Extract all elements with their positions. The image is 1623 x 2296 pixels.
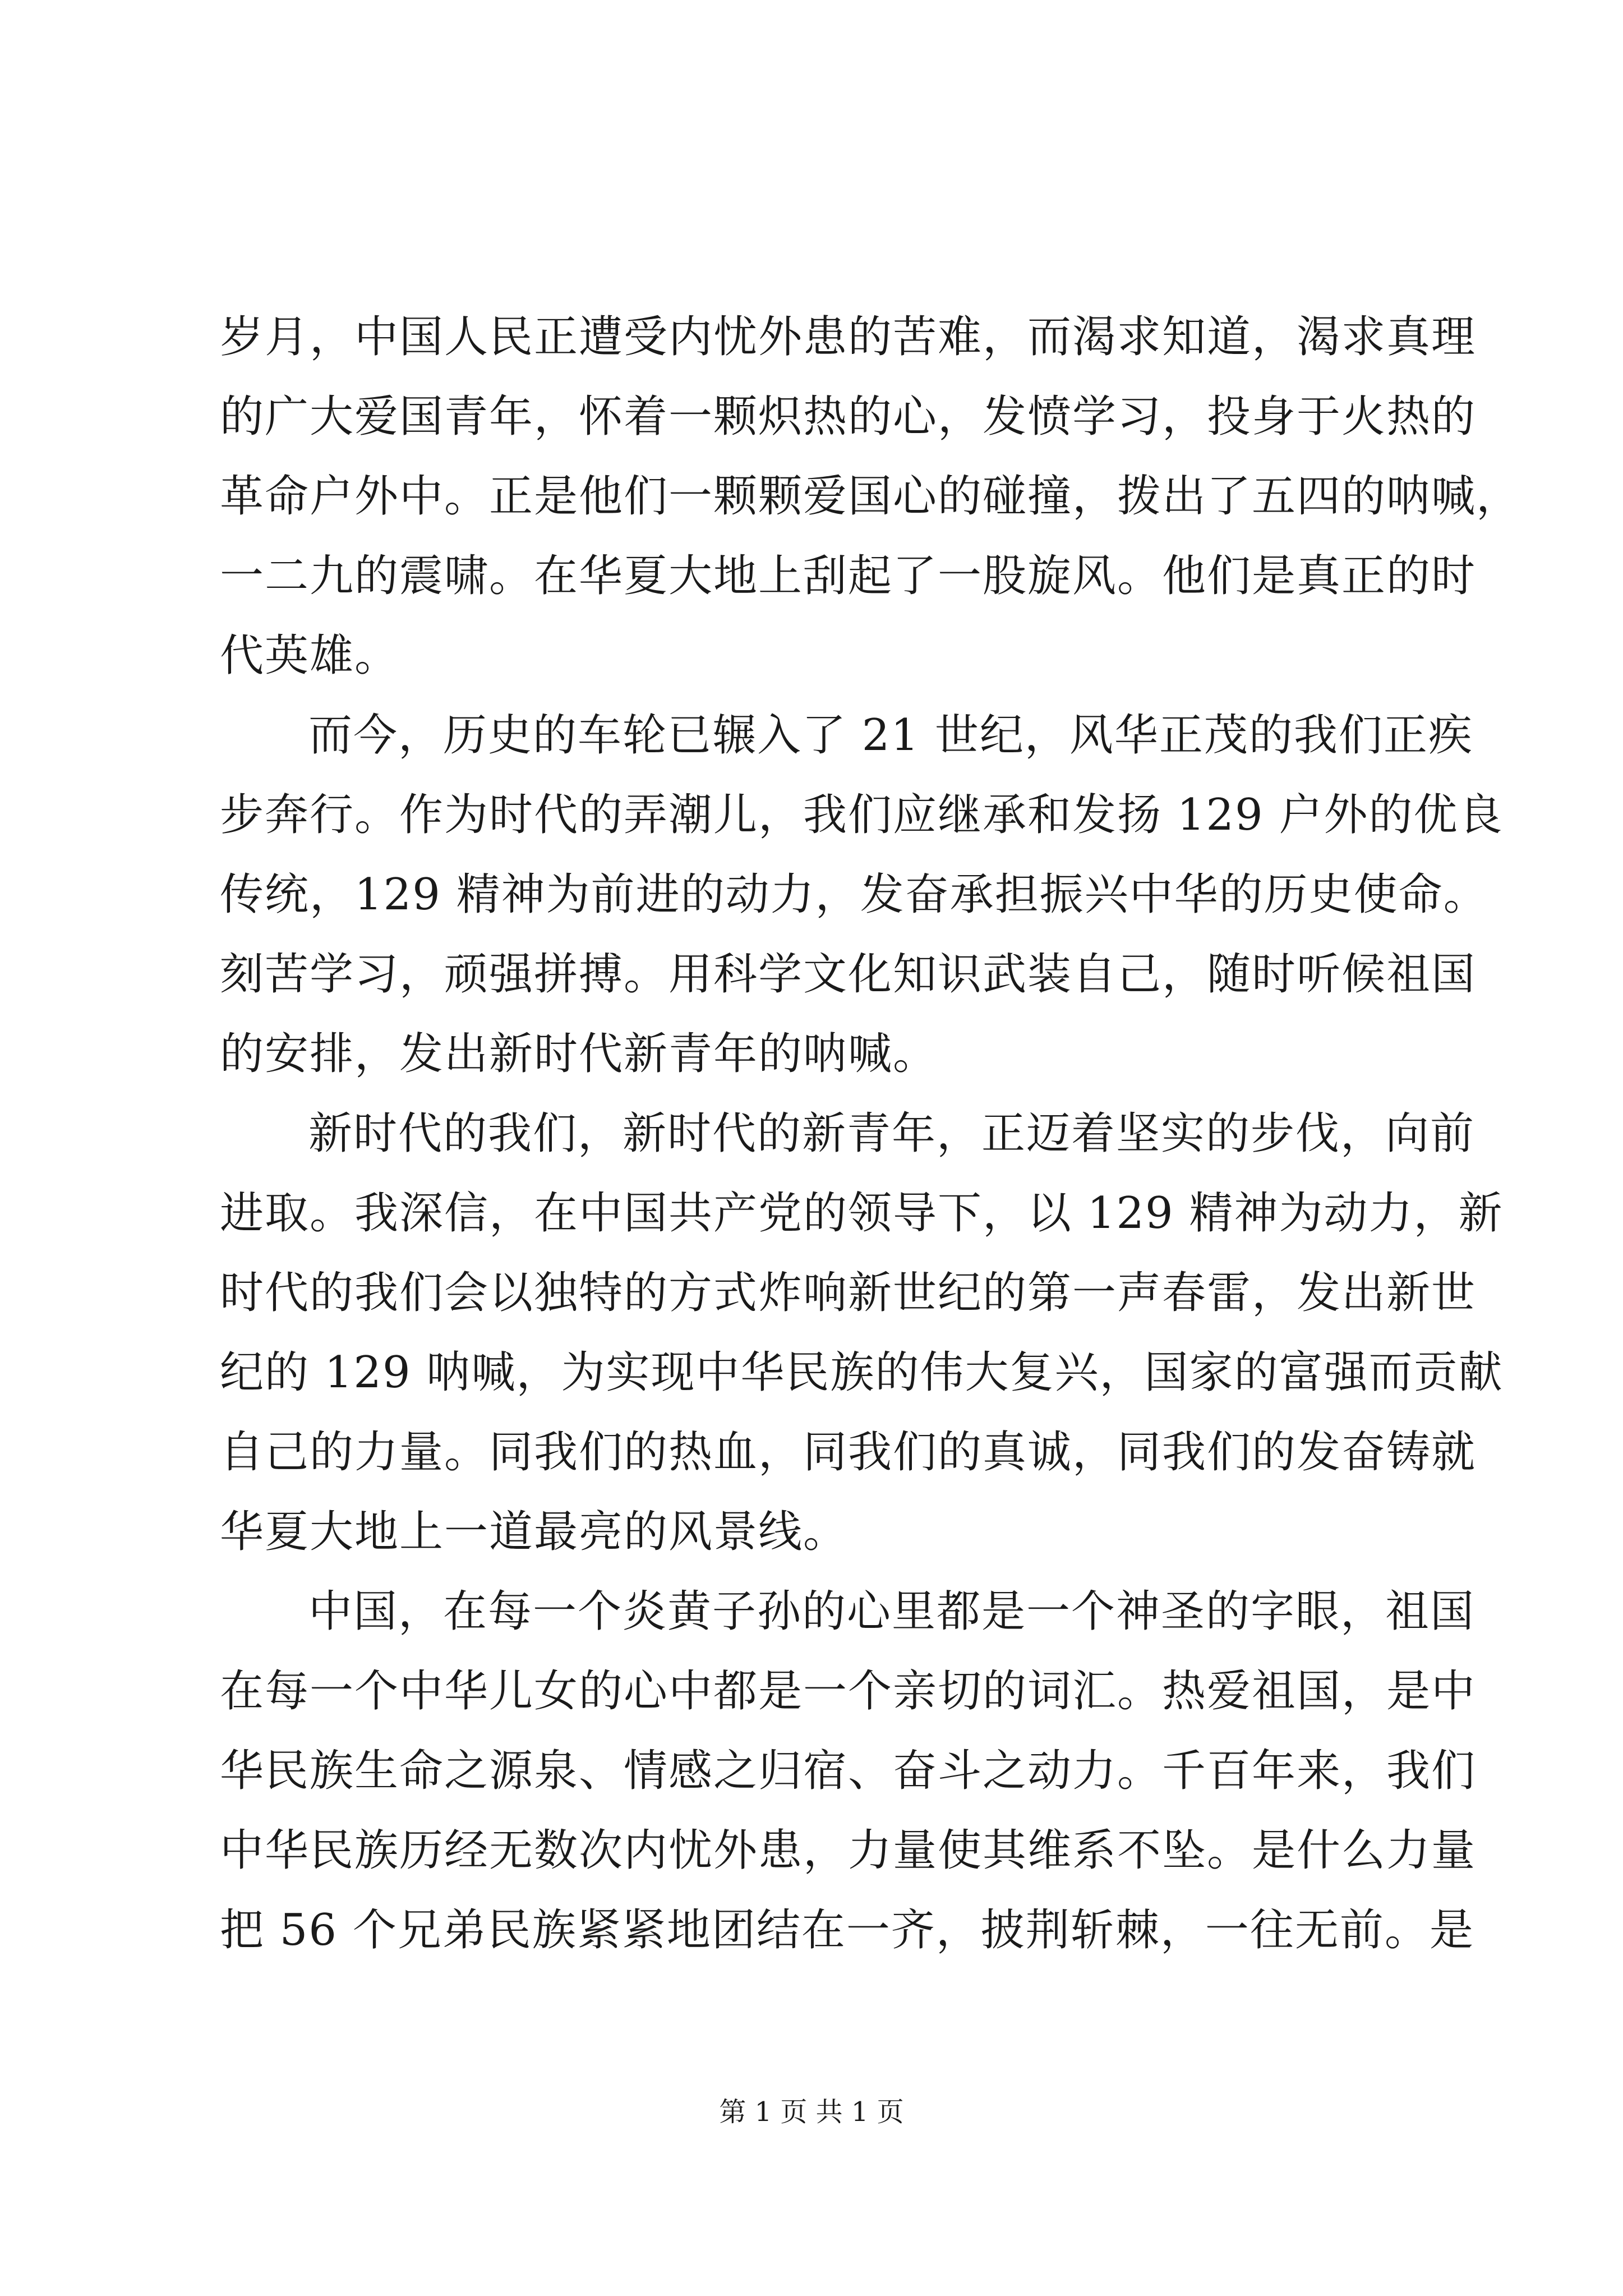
text-line: 华夏大地上一道最亮的风景线。 — [220, 1507, 849, 1557]
paragraph-first-line: 中国，在每一个炎黄子孙的心里都是一个神圣的字眼，祖国 — [308, 1586, 1476, 1637]
body-text — [220, 297, 1521, 1970]
text-line: 时代的我们会以独特的方式炸响新世纪的第一声春雷，发出新世 — [220, 1268, 1477, 1318]
text-line: 进取。我深信，在中国共产党的领导下，以 129 精神为动力，新 — [220, 1188, 1504, 1239]
text-line: 岁月，中国人民正遭受内忧外患的苦难，而渴求知道，渴求真理 — [220, 312, 1477, 362]
text-line: 在每一个中华儿女的心中都是一个亲切的词汇。热爱祖国，是中 — [220, 1666, 1477, 1717]
text-line: 把 56 个兄弟民族紧紧地团结在一齐，披荆斩棘，一往无前。是 — [220, 1905, 1474, 1955]
text-line: 代英雄。 — [220, 631, 400, 681]
text-line: 的广大爱国青年，怀着一颗炽热的心，发愤学习，投身于火热的 — [220, 392, 1477, 442]
text-line: 一二九的震啸。在华夏大地上刮起了一股旋风。他们是真正的时 — [220, 551, 1477, 601]
text-line: 纪的 129 呐喊，为实现中华民族的伟大复兴，国家的富强而贡献 — [220, 1347, 1504, 1398]
text-line: 中华民族历经无数次内忧外患，力量使其维系不坠。是什么力量 — [220, 1825, 1477, 1876]
text-line: 步奔行。作为时代的弄潮儿，我们应继承和发扬 129 户外的优良 — [220, 790, 1504, 840]
text-line: 自己的力量。同我们的热血，同我们的真诚，同我们的发奋铸就 — [220, 1427, 1477, 1478]
text-line: 传统，129 精神为前进的动力，发奋承担振兴中华的历史使命。 — [220, 869, 1488, 920]
paragraph-first-line: 而今，历史的车轮已辗入了 21 世纪，风华正茂的我们正疾 — [308, 710, 1473, 761]
text-line: 刻苦学习，顽强拼搏。用科学文化知识武装自己，随时听候祖国 — [220, 949, 1477, 1000]
paragraph-first-line: 新时代的我们，新时代的新青年，正迈着坚实的步伐，向前 — [308, 1108, 1476, 1159]
text-line: 华民族生命之源泉、情感之归宿、奋斗之动力。千百年来，我们 — [220, 1746, 1477, 1796]
text-line: 的安排，发出新时代新青年的呐喊。 — [220, 1029, 938, 1079]
text-line: 革命户外中。正是他们一颗颗爱国心的碰撞，拨出了五四的呐喊， — [220, 471, 1521, 522]
page-footer: 第 1 页 共 1 页 — [719, 2096, 904, 2128]
